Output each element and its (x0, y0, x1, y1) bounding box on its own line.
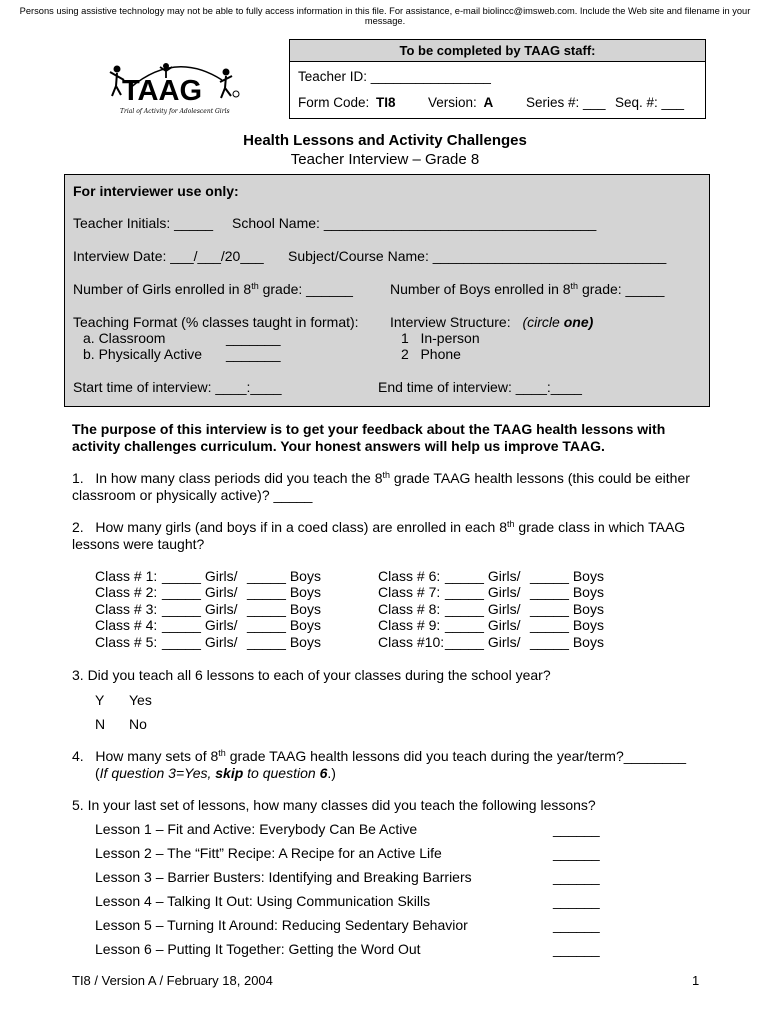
teacher-id-field[interactable]: Teacher ID: ________________ (298, 69, 491, 84)
series-field[interactable]: Series #: ___ (526, 95, 606, 110)
class-label: Class #10: (378, 633, 445, 650)
q3-no-code: N (95, 716, 106, 732)
q2-text-b: grade class in which TAAG (514, 519, 686, 535)
lesson-count-field[interactable]: ______ (553, 869, 600, 885)
q3-no-option[interactable] (95, 716, 147, 733)
class-row (378, 568, 604, 585)
q4-skip-close: .) (327, 765, 336, 781)
girls-th: th (251, 281, 259, 291)
boys-enrolled-blank: grade: _____ (581, 281, 665, 297)
class-row (95, 568, 321, 585)
question-2 (72, 519, 685, 536)
class-boys-field[interactable]: _____ Boys (530, 584, 604, 601)
structure-in-person-option[interactable]: 1 In-person (401, 330, 480, 346)
class-boys-field[interactable]: _____ Boys (247, 617, 321, 634)
class-girls-field[interactable]: _____ Girls/ (162, 600, 238, 617)
lesson-row (95, 941, 615, 958)
q4-skip-instruction (95, 765, 336, 782)
teaching-format-label: Teaching Format (% classes taught in format): (73, 314, 359, 330)
lesson-row (95, 893, 615, 910)
lesson-count-field[interactable]: ______ (553, 941, 600, 957)
lesson-count-field[interactable]: ______ (553, 845, 600, 861)
taag-logo-graphic (100, 58, 250, 118)
boys-enrolled-field[interactable] (390, 281, 664, 298)
class-row (378, 633, 604, 651)
q1-text-a: 1. In how many class periods did you teach the 8 (72, 470, 383, 486)
boys-enrolled-label: Number of Boys enrolled in 8 (390, 281, 571, 297)
format-physically-active-field[interactable]: _______ (226, 346, 281, 362)
q4-th: th (218, 748, 226, 758)
class-label: Class # 9: (378, 617, 441, 634)
lesson-row (95, 845, 615, 862)
q1-th: th (382, 470, 391, 480)
class-row (95, 617, 321, 634)
lesson-label: Lesson 3 – Barrier Busters: Identifying and Breaking Barriers (95, 869, 472, 885)
q4-text-a: 4. How many sets of 8 (72, 748, 219, 764)
subject-course-field[interactable]: Subject/Course Name: ______________________________ (288, 248, 667, 264)
seq-field[interactable]: Seq. #: ___ (615, 95, 685, 110)
logo-tagline: Trial of Activity for Adolescent Girls (120, 108, 230, 115)
form-code (298, 95, 396, 110)
class-girls-field[interactable]: _____ Girls/ (445, 617, 521, 634)
class-girls-field[interactable]: _____ Girls/ (445, 600, 521, 617)
format-classroom-field[interactable]: _______ (226, 330, 281, 346)
class-label: Class # 1: (95, 568, 158, 584)
class-boys-field[interactable]: _____ Boys (247, 568, 321, 584)
class-boys-field[interactable]: _____ Boys (530, 633, 604, 650)
class-label: Class # 8: (378, 600, 441, 617)
class-girls-field[interactable]: _____ Girls/ (445, 568, 521, 584)
question-4 (72, 748, 686, 765)
question-3: 3. Did you teach all 6 lessons to each of your classes during the school year? (72, 667, 551, 683)
class-boys-field[interactable]: _____ Boys (530, 568, 604, 584)
purpose-statement: The purpose of this interview is to get your feedback about the TAAG health lessons with activity challenges curriculum. Your honest answers will help us improve TAAG. (72, 421, 666, 454)
q4-skip-open: ( (95, 765, 100, 781)
lesson-label: Lesson 6 – Putting It Together: Getting the Word Out (95, 941, 421, 957)
q3-yes-code: Y (95, 692, 105, 708)
q4-skip-c: to question (247, 765, 316, 781)
page-subtitle: Teacher Interview – Grade 8 (290, 151, 480, 168)
form-code-label: Form Code: (298, 95, 370, 110)
lesson-row (95, 917, 615, 934)
q4-skip-a: If question 3=Yes, (99, 765, 212, 781)
girls-enrolled-field[interactable] (73, 281, 353, 298)
class-label: Class # 3: (95, 600, 158, 617)
class-row (95, 584, 321, 601)
lesson-count-field[interactable]: ______ (553, 917, 600, 933)
format-classroom-label: a. Classroom (83, 330, 166, 346)
structure-phone-option[interactable]: 2 Phone (401, 346, 461, 362)
class-row (95, 633, 321, 651)
teacher-initials-field[interactable]: Teacher Initials: _____ (73, 215, 214, 231)
lesson-label: Lesson 2 – The “Fitt” Recipe: A Recipe for an Active Life (95, 845, 442, 861)
class-label: Class # 4: (95, 617, 158, 634)
class-girls-field[interactable]: _____ Girls/ (445, 584, 521, 601)
girls-enrolled-label: Number of Girls enrolled in 8 (73, 281, 252, 297)
start-time-field[interactable]: Start time of interview: ____:____ (73, 379, 282, 395)
class-row (95, 600, 321, 618)
lesson-row (95, 869, 615, 886)
class-row (378, 617, 604, 634)
interview-date-field[interactable]: Interview Date: ___/___/20___ (73, 248, 264, 264)
class-row (378, 584, 604, 601)
class-girls-field[interactable]: _____ Girls/ (162, 584, 238, 601)
lesson-label: Lesson 1 – Fit and Active: Everybody Can Be Active (95, 821, 418, 837)
class-boys-field[interactable]: _____ Boys (247, 600, 321, 617)
footer-version: TI8 / Version A / February 18, 2004 (72, 973, 273, 988)
lesson-label: Lesson 4 – Talking It Out: Using Communication Skills (95, 893, 431, 909)
q3-no-label: No (129, 716, 147, 732)
boys-th: th (570, 281, 579, 291)
interviewer-box (64, 174, 710, 407)
class-girls-field[interactable]: _____ Girls/ (445, 633, 521, 650)
accessibility-notice: Persons using assistive technology may not be able to fully access information in this file. For assistance, e-mail biolincc@imsweb.com. Include the Web site and filename in your message. (19, 6, 751, 26)
taag-logo (100, 58, 250, 118)
format-physically-active-label: b. Physically Active (83, 346, 203, 362)
end-time-field[interactable]: End time of interview: ____:____ (378, 379, 582, 395)
class-boys-field[interactable]: _____ Boys (247, 584, 321, 601)
staff-heading: To be completed by TAAG staff: (290, 40, 705, 62)
q2-th: th (507, 519, 515, 529)
lesson-count-field[interactable]: ______ (553, 893, 600, 909)
class-boys-field[interactable]: _____ Boys (530, 600, 604, 617)
structure-circle-text: (circle (522, 314, 560, 330)
interviewer-heading: For interviewer use only: (73, 183, 239, 199)
class-girls-field[interactable]: _____ Girls/ (162, 617, 238, 634)
version-label: Version: (428, 95, 477, 110)
version (428, 95, 493, 110)
form-code-value: TI8 (376, 95, 396, 110)
q1-text-b: grade TAAG health lessons (this could be either (390, 470, 690, 486)
class-girls-field[interactable]: _____ Girls/ (162, 568, 238, 584)
logo-text: TAAG (122, 75, 203, 107)
class-boys-field[interactable]: _____ Boys (530, 617, 604, 634)
page-number: 1 (692, 973, 700, 988)
class-girls-field[interactable]: _____ Girls/ (162, 633, 238, 650)
q4-skip-d: 6 (319, 765, 328, 781)
class-boys-field[interactable]: _____ Boys (247, 633, 321, 650)
school-name-field[interactable]: School Name: ___________________________________ (232, 215, 597, 231)
structure-label-text: Interview Structure: (390, 314, 511, 330)
q3-yes-label: Yes (129, 692, 152, 708)
class-label: Class # 2: (95, 584, 158, 601)
version-value: A (483, 95, 494, 110)
girls-enrolled-blank: grade: ______ (262, 281, 353, 297)
lesson-label: Lesson 5 – Turning It Around: Reducing Sedentary Behavior (95, 917, 468, 933)
page-title: Health Lessons and Activity Challenges (243, 132, 527, 149)
class-row (378, 600, 604, 618)
class-label: Class # 7: (378, 584, 441, 601)
interview-structure-label (390, 314, 593, 331)
structure-one-text: one) (563, 314, 594, 330)
q4-text-b: grade TAAG health lessons did you teach during the year/term?________ (225, 748, 687, 764)
staff-box (289, 39, 706, 119)
question-2-line2: lessons were taught? (72, 536, 205, 552)
class-label: Class # 6: (378, 568, 441, 584)
lesson-row (95, 821, 615, 838)
q3-yes-option[interactable] (95, 692, 152, 709)
question-5: 5. In your last set of lessons, how many classes did you teach the following lessons? (72, 797, 596, 813)
lesson-count-field[interactable]: ______ (553, 821, 600, 837)
q4-skip-b: skip (215, 765, 244, 781)
question-1 (72, 470, 690, 487)
class-label: Class # 5: (95, 633, 158, 650)
q2-text-a: 2. How many girls (and boys if in a coed class) are enrolled in each 8 (72, 519, 507, 535)
question-1-answer-field[interactable]: classroom or physically active)? _____ (72, 487, 313, 503)
